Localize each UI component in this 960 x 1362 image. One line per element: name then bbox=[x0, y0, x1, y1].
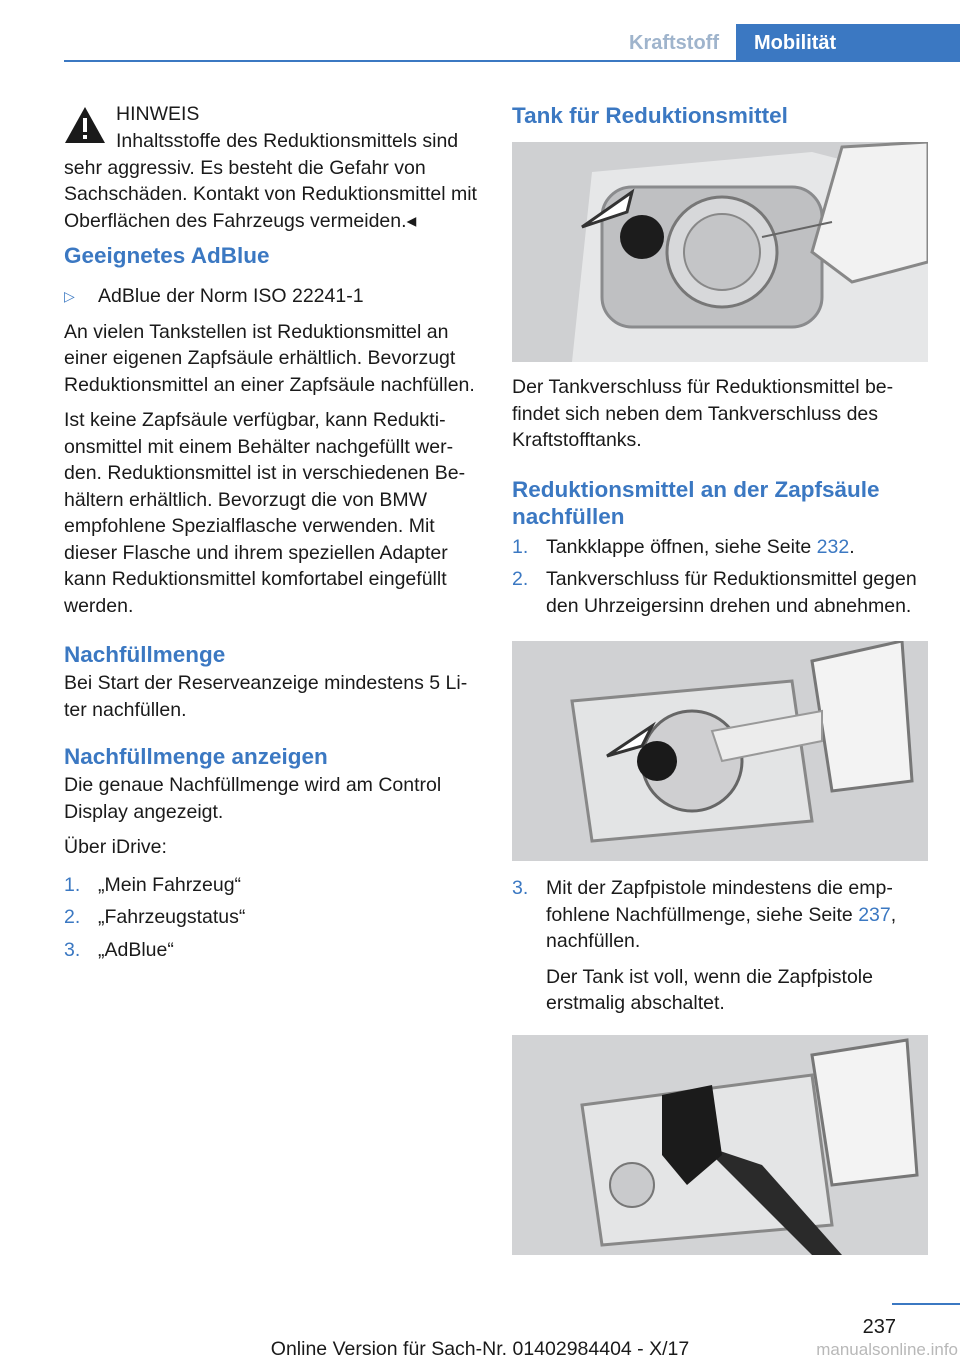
list-number: 3. bbox=[512, 877, 529, 899]
tab-kraftstoff[interactable]: Kraftstoff bbox=[629, 32, 719, 54]
page-header bbox=[0, 0, 960, 62]
paragraph: Ist keine Zapfsäule verfügbar, kann Reduktionsmittel mit einem Behälter nachgefüllt werden. Reduktionsmittel ist in verschiedenen Behältern erhältlich. Bevorzugt die von BMW empfohlene Spezialflasche verwenden. Mit dieser Flasche und ihrem speziellen Adapter kann Reduktionsmittel komfortabel eingefüllt werden. bbox=[64, 409, 466, 617]
list-item bbox=[64, 904, 478, 931]
left-column bbox=[64, 100, 478, 963]
warning-text: sehr aggressiv. Es besteht die Gefahr von Sachschäden. Kontakt von Reduktionsmittel mit Oberflächen des Fahrzeugs vermeiden.◂ bbox=[64, 156, 477, 232]
paragraph: Bei Start der Reserveanzeige mindestens 5 Liter nachfüllen. bbox=[64, 672, 468, 721]
header-rule bbox=[64, 60, 960, 62]
nozzle-image bbox=[512, 1035, 928, 1255]
list-number: 2. bbox=[64, 906, 81, 928]
list-item bbox=[512, 566, 928, 619]
list-note: Der Tank ist voll, wenn die Zapfpistole erstmalig abschaltet. bbox=[546, 965, 873, 1014]
tank-open-image bbox=[512, 641, 928, 861]
list-item bbox=[512, 534, 928, 561]
warning-title: HINWEIS bbox=[116, 103, 200, 125]
paragraph: Der Tankverschluss für Reduktionsmittel befindet sich neben dem Tankverschluss des Kraftstofftanks. bbox=[512, 376, 894, 451]
bullet-text: AdBlue der Norm ISO 22241-1 bbox=[98, 285, 364, 307]
page-number: 237 bbox=[862, 1316, 896, 1338]
paragraph: An vielen Tankstellen ist Reduktionsmittel an einer eigenen Zapfsäule erhältlich. Bevorzugt Reduktionsmittel an einer Zapfsäule nachfüllen. bbox=[64, 320, 475, 396]
heading-geeignetes-adblue: Geeignetes AdBlue bbox=[64, 243, 270, 268]
bullet-triangle-icon: ▷ bbox=[64, 288, 75, 304]
heading-tank: Tank für Reduktionsmittel bbox=[512, 103, 788, 128]
list-item bbox=[64, 937, 478, 964]
paragraph: Die genaue Nachfüllmenge wird am Control Display angezeigt. bbox=[64, 774, 442, 823]
watermark: manualsonline.info bbox=[816, 1340, 958, 1359]
bullet-item bbox=[64, 283, 478, 310]
list-text: „Mein Fahrzeug“ bbox=[98, 873, 242, 896]
page-reference-link[interactable]: 237 bbox=[858, 903, 891, 926]
list-text: Tankverschluss für Reduktionsmittel gegen den Uhrzeigersinn drehen und abnehmen. bbox=[546, 568, 917, 617]
list-item bbox=[64, 872, 478, 899]
online-version-text: Online Version für Sach-Nr. 01402984404 - X/17 bbox=[270, 1338, 690, 1360]
heading-nachfuellmenge-anzeigen: Nachfüllmenge anzeigen bbox=[64, 744, 328, 769]
tank-cap-image bbox=[512, 142, 928, 362]
tab-mobilitaet[interactable]: Mobilität bbox=[736, 24, 960, 62]
footer-rule bbox=[892, 1303, 960, 1305]
warning-triangle-icon bbox=[64, 106, 106, 144]
page-reference-link[interactable]: 232 bbox=[816, 535, 850, 558]
list-text: Mit der Zapfpistole mindestens die empfohlene Nachfüllmenge, siehe Seite 237, nachfüllen. bbox=[546, 877, 897, 952]
list-text: „Fahrzeugstatus“ bbox=[98, 906, 246, 928]
warning-box bbox=[64, 100, 478, 234]
list-item bbox=[512, 875, 928, 1017]
list-text: „AdBlue“ bbox=[98, 938, 174, 961]
list-number: 1. bbox=[512, 535, 529, 558]
heading-refill-pump: Reduktionsmittel an der Zapfsäule nachfüllen bbox=[512, 476, 880, 529]
paragraph: Über iDrive: bbox=[64, 836, 167, 858]
list-number: 1. bbox=[64, 873, 81, 896]
warning-text-line1: Inhaltsstoffe des Reduktionsmittels sind bbox=[116, 130, 459, 152]
list-number: 3. bbox=[64, 938, 81, 961]
list-text: Tankklappe öffnen, siehe Seite 232. bbox=[546, 535, 855, 558]
list-number: 2. bbox=[512, 568, 529, 590]
right-column bbox=[512, 100, 928, 1255]
heading-nachfuellmenge: Nachfüllmenge bbox=[64, 642, 226, 667]
